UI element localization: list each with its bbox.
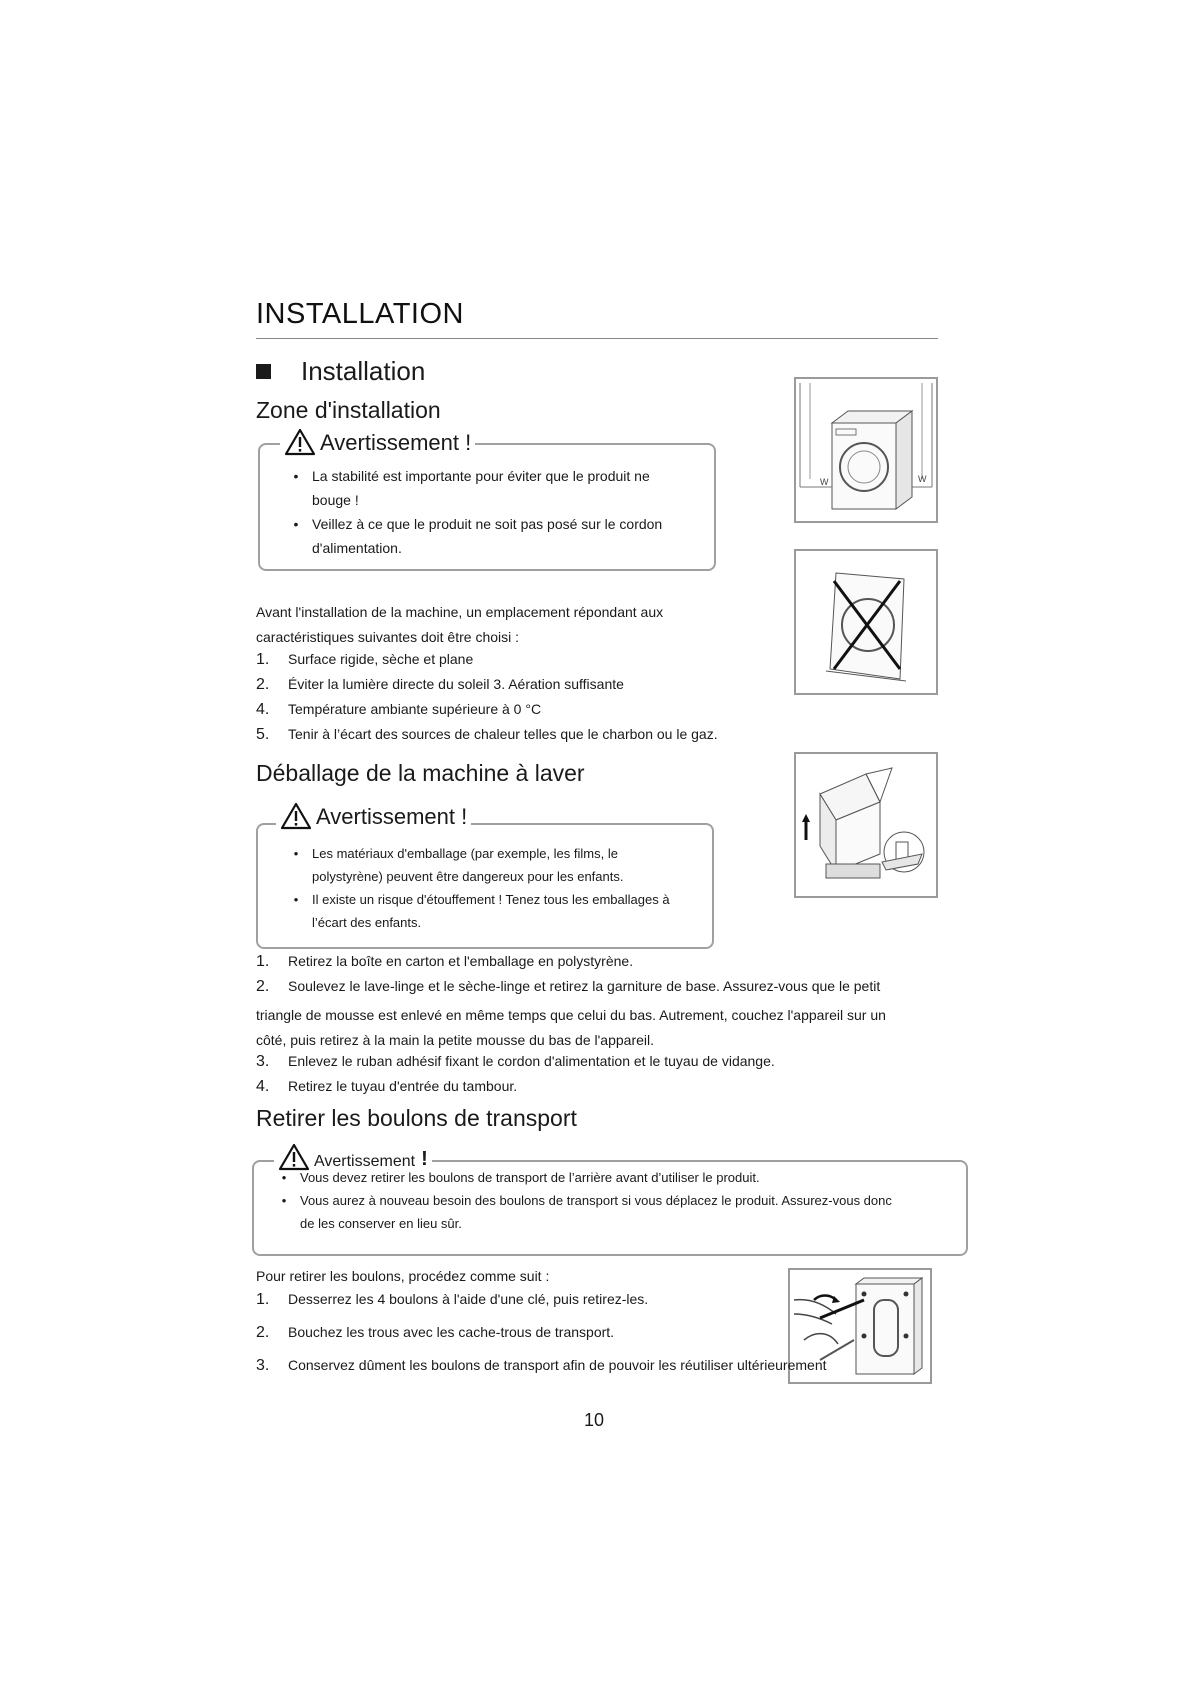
warning-triangle-icon [280,802,312,830]
washer-clearance-illustration [796,379,936,521]
zone-heading: Zone d'installation [256,397,441,423]
list-item: 5. Tenir à l’écart des sources de chaleur telles que le charbon ou le gaz. [256,726,718,743]
square-bullet-icon [256,364,271,379]
warning-triangle-icon [284,428,316,456]
zone-items [256,651,776,751]
list-item: de les conserver en lieu sûr. [300,1216,462,1231]
page-number: 10 [584,1410,605,1430]
zone-intro: Avant l'installation de la machine, un emplacement répondant aux caractéristiques suivantes doit être choisi : [256,604,664,645]
bolts-intro: Pour retirer les boulons, procédez comme suit : [256,1268,550,1284]
list-item: 1. Desserrez les 4 boulons à l'aide d'une clé, puis retirez-les. [256,1291,649,1308]
bolts-warning-mark: ! [421,1148,428,1170]
list-item: • Vous aurez à nouveau besoin des boulons de transport si vous déplacez le produit. Assurez-vous donc [281,1193,892,1208]
title-rule [256,338,938,339]
unpack-warning-label: Avertissement ! [316,804,468,829]
unpack-warning-list [280,842,700,934]
list-item: d'alimentation. [312,540,402,556]
list-item: • Il existe un risque d'étouffement ! Tenez tous les emballages à [293,892,670,907]
list-item: 4. Température ambiante supérieure à 0 °C [256,701,542,718]
unpack-warning-header [276,802,471,830]
figure-not-level [794,549,938,695]
list-item: 1. Retirez la boîte en carton et l'emballage en polystyrène. [256,953,634,970]
bolts-items [256,1291,876,1357]
zone-warning-header [280,428,475,456]
list-item: • Les matériaux d'emballage (par exemple, les films, le [293,846,618,861]
page-title: INSTALLATION [256,298,464,330]
bolts-warning-list [268,1166,958,1235]
unpacking-box-illustration [796,754,936,896]
list-item: 3. Conservez dûment les boulons de transport afin de pouvoir les réutiliser ultérieurement [256,1357,827,1374]
w-label-left: W [820,477,829,487]
list-item: • Vous devez retirer les boulons de transport de l’arrière avant d’utiliser le produit. [281,1170,760,1185]
unpack-heading: Déballage de la machine à laver [256,760,585,786]
figure-clearance [794,377,938,523]
w-label-right: W [918,474,927,484]
list-item: 2. Soulevez le lave-linge et le sèche-linge et retirez la garniture de base. Assurez-vous que le petit [256,978,881,995]
list-item: polystyrène) peuvent être dangereux pour les enfants. [312,869,624,884]
zone-warning-label: Avertissement ! [320,430,472,455]
unpack-items [256,953,936,1103]
list-item: 2. Bouchez les trous avec les cache-trous de transport. [256,1324,615,1341]
list-item: 1. Surface rigide, sèche et plane [256,651,474,668]
list-item-continuation: côté, puis retirez à la main la petite mousse du bas de l'appareil. [256,1032,655,1048]
list-item: 2. Éviter la lumière directe du soleil 3. Aération suffisante [256,676,624,693]
section-title-text: Installation [301,356,426,386]
list-item: 4. Retirez le tuyau d'entrée du tambour. [256,1078,518,1095]
bolts-heading: Retirer les boulons de transport [256,1105,577,1131]
figure-unpacking [794,752,938,898]
zone-warning-list [280,464,700,560]
bolts-warning-label: Avertissement [314,1153,416,1170]
list-item: • Veillez à ce que le produit ne soit pas posé sur le cordon [293,516,663,532]
list-item: 3. Enlevez le ruban adhésif fixant le cordon d'alimentation et le tuyau de vidange. [256,1053,775,1070]
list-item-continuation: triangle de mousse est enlevé en même temps que celui du bas. Autrement, couchez l'appareil sur un [256,1007,886,1023]
section-title [256,356,425,387]
list-item: • La stabilité est importante pour éviter que le produit ne [293,468,650,484]
list-item: bouge ! [312,492,359,508]
tilted-washer-cross-illustration [796,551,936,693]
list-item: l’écart des enfants. [312,915,422,930]
